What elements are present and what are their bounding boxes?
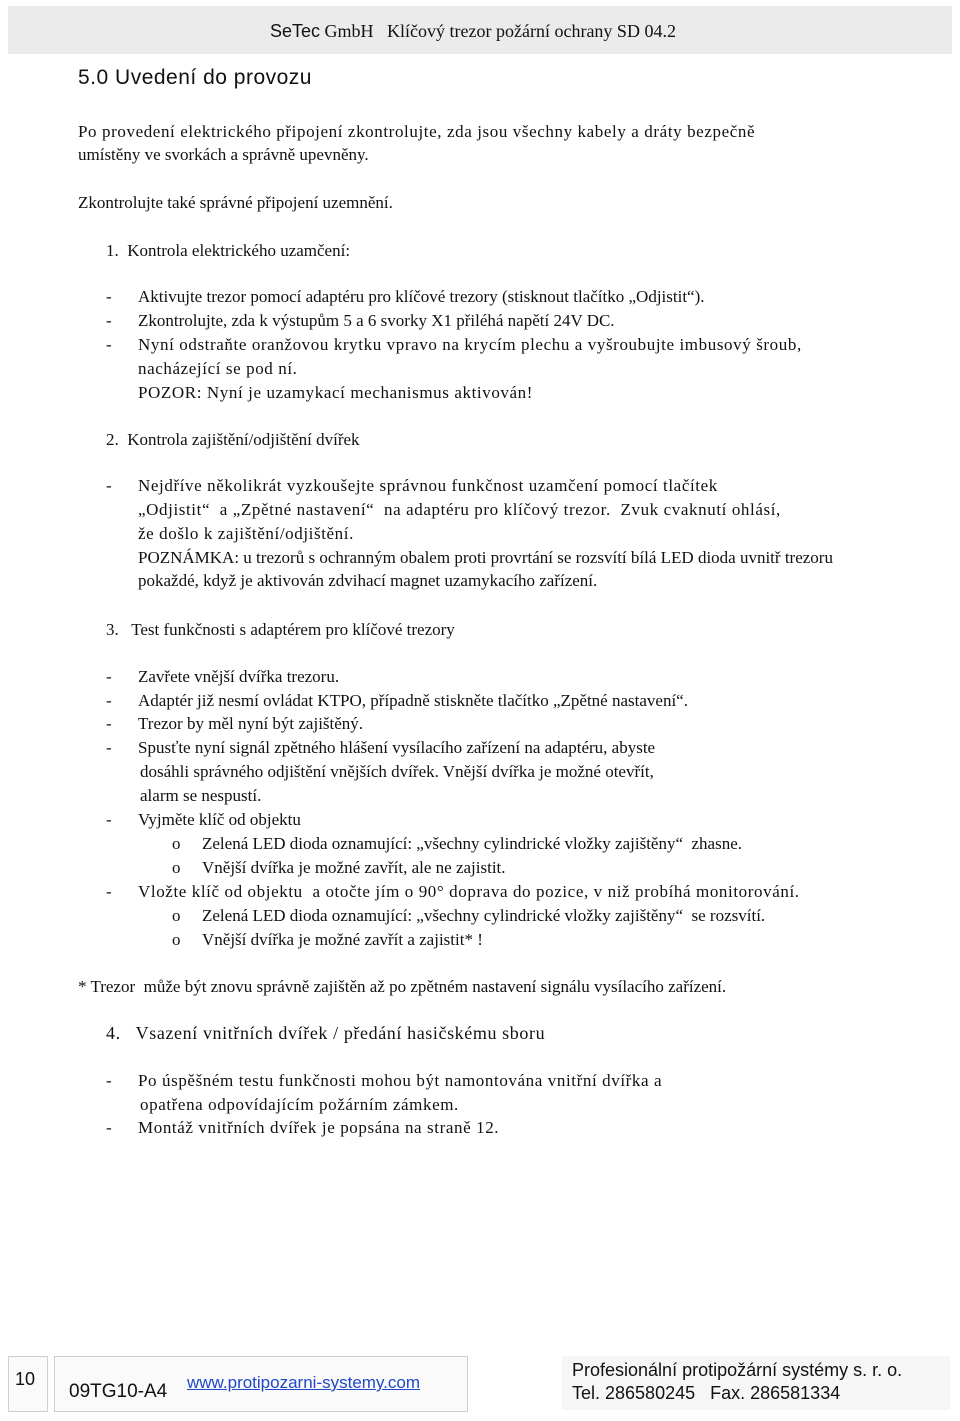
bullet-dash: -	[106, 335, 112, 354]
section-3-bullet-2: Adaptér již nesmí ovládat KTPO, případně stiskněte tlačítko „Zpětné nastavení“.	[138, 691, 688, 710]
section-1-bullet-1: Aktivujte trezor pomocí adaptéru pro klíčové trezory (stisknout tlačítko „Odjistit“).	[138, 287, 705, 306]
section-3-bullet-3: Trezor by měl nyní být zajištěný.	[138, 714, 364, 733]
section-2-title: 2. Kontrola zajištění/odjištění dvířek	[106, 430, 360, 449]
section-title: 5.0 Uvedení do provozu	[78, 66, 312, 89]
sub-bullet-o: o	[172, 834, 181, 853]
section-2-line-3: že došlo k zajištění/odjištění.	[138, 524, 354, 543]
header-doc-title: GmbH Klíčový trezor požární ochrany SD 04.2	[320, 21, 676, 41]
section-2-note: POZNÁMKA: u trezorů s ochranným obalem proti provrtání se rozsvítí bílá LED dioda uvnitř trezoru	[138, 548, 833, 567]
bullet-dash: -	[106, 810, 112, 829]
intro-line-1: Po provedení elektrického připojení zkontrolujte, zda jsou všechny kabely a dráty bezpečně	[78, 122, 756, 141]
company-box	[562, 1356, 950, 1410]
company-phone-fax: Tel. 286580245 Fax. 286581334	[572, 1383, 841, 1403]
section-4-bullet-1-line-1: Po úspěšném testu funkčnosti mohou být namontována vnitřní dvířka a	[138, 1071, 663, 1090]
section-1-bullet-3-line-1: Nyní odstraňte oranžovou krytku vpravo na krycím plechu a vyšroubujte imbusový šroub,	[138, 335, 802, 354]
intro-line-2: umístěny ve svorkách a správně upevněny.	[78, 145, 369, 164]
bullet-dash: -	[106, 1071, 112, 1090]
section-4-bullet-2: Montáž vnitřních dvířek je popsána na straně 12.	[138, 1118, 500, 1137]
section-2-line-2: „Odjistit“ a „Zpětné nastavení“ na adaptéru pro klíčový trezor. Zvuk cvaknutí ohlásí,	[138, 500, 781, 519]
section-2-line-1: Nejdříve několikrát vyzkoušejte správnou funkčnost uzamčení pomocí tlačítek	[138, 476, 718, 495]
header-title	[270, 21, 676, 42]
bullet-dash: -	[106, 882, 112, 901]
website-link[interactable]: www.protipozarni-systemy.com	[187, 1373, 421, 1392]
section-3-bullet-4-line-2: dosáhli správného odjištění vnějších dvířek. Vnější dvířka je možné otevřít,	[140, 762, 654, 781]
bullet-dash: -	[106, 287, 112, 306]
document-code: 09TG10-A4	[69, 1381, 168, 1402]
section-1-bullet-3-line-2: nacházející se pod ní.	[138, 359, 298, 378]
section-3-bullet-5-sub-2: Vnější dvířka je možné zavřít, ale ne zajistit.	[202, 858, 506, 877]
footer-middle-box	[54, 1356, 468, 1412]
section-1-warning: POZOR: Nyní je uzamykací mechanismus aktivován!	[138, 383, 534, 402]
section-3-bullet-6-sub-1: Zelená LED dioda oznamující: „všechny cylindrické vložky zajištěny“ se rozsvítí.	[202, 906, 766, 925]
bullet-dash: -	[106, 714, 112, 733]
section-3-bullet-6: Vložte klíč od objektu a otočte jím o 90° doprava do pozice, v niž probíhá monitorování.	[138, 882, 800, 901]
section-3-bullet-5-sub-1: Zelená LED dioda oznamující: „všechny cylindrické vložky zajištěny“ zhasne.	[202, 834, 743, 853]
company-name: Profesionální protipožární systémy s. r. o.	[572, 1360, 903, 1380]
section-4-title: 4. Vsazení vnitřních dvířek / předání hasičskému sboru	[106, 1023, 546, 1043]
section-3-bullet-6-sub-2: Vnější dvířka je možné zavřít a zajistit* !	[202, 930, 483, 949]
section-3-bullet-1: Zavřete vnější dvířka trezoru.	[138, 667, 340, 686]
section-4-bullet-1-line-2: opatřena odpovídajícím požárním zámkem.	[140, 1095, 459, 1114]
footnote: * Trezor může být znovu správně zajištěn až po zpětném nastavení signálu vysílacího zařízení.	[78, 977, 727, 996]
bullet-dash: -	[106, 1118, 112, 1137]
sub-bullet-o: o	[172, 858, 181, 877]
section-1-title: 1. Kontrola elektrického uzamčení:	[106, 241, 351, 260]
section-3-bullet-4-line-1: Spusťte nyní signál zpětného hlášení vysílacího zařízení na adaptéru, abyste	[138, 738, 656, 757]
bullet-dash: -	[106, 738, 112, 757]
intro-line-3: Zkontrolujte také správné připojení uzemnění.	[78, 193, 393, 212]
page-footer	[8, 1356, 952, 1414]
section-3-bullet-4-line-3: alarm se nespustí.	[140, 786, 262, 805]
page-number-box	[8, 1356, 48, 1412]
sub-bullet-o: o	[172, 906, 181, 925]
section-3-bullet-5: Vyjměte klíč od objektu	[138, 810, 301, 829]
header-brand: SeTec	[270, 21, 321, 41]
page-number: 10	[15, 1369, 36, 1389]
bullet-dash: -	[106, 476, 112, 495]
section-2-note-line-2: pokaždé, když je aktivován zdvihací magnet uzamykacího zařízení.	[138, 571, 598, 590]
sub-bullet-o: o	[172, 930, 181, 949]
bullet-dash: -	[106, 667, 112, 686]
bullet-dash: -	[106, 691, 112, 710]
section-1-bullet-2: Zkontrolujte, zda k výstupům 5 a 6 svorky X1 přiléhá napětí 24V DC.	[138, 311, 615, 330]
section-3-title: 3. Test funkčnosti s adaptérem pro klíčové trezory	[106, 620, 455, 639]
bullet-dash: -	[106, 311, 112, 330]
